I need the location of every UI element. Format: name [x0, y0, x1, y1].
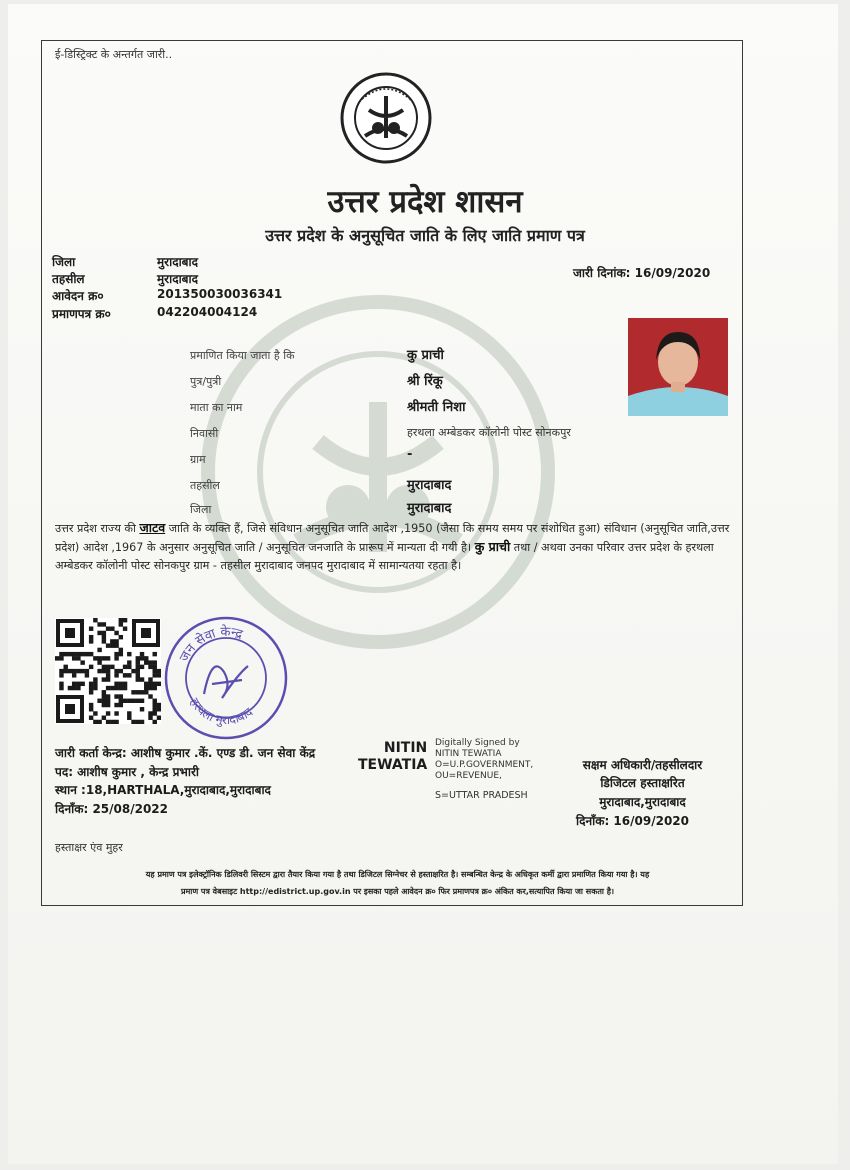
sign-line-1: Digitally Signed by: [435, 738, 520, 748]
field-value-tehsil: मुरादाबाद: [407, 478, 452, 493]
signer-last-name: TEWATIA: [358, 757, 428, 773]
up-government-emblem-icon: [337, 72, 435, 164]
caste-name: जाटव: [139, 520, 166, 535]
sign-line-3: O=U.P.GOVERNMENT,: [435, 760, 534, 770]
field-value-name: कु प्राची: [407, 348, 444, 363]
meta-value-district: मुरादाबाद: [157, 255, 199, 269]
page-title: उत्तर प्रदेश शासन: [327, 184, 523, 220]
meta-value-tehsil: मुरादाबाद: [157, 272, 199, 286]
jan-seva-kendra-seal-icon: [162, 614, 290, 742]
field-label-district: जिला: [190, 503, 212, 516]
seal-top-text: जन सेवा केन्द्र: [176, 624, 245, 665]
body-text-1: उत्तर प्रदेश राज्य की: [55, 522, 136, 535]
body-text-2: जाति के व्यक्ति हैं, जिसे संविधान अनुसूचित जाति आदेश ,1950 (जैसा कि समय समय पर संशोधित हुआ) संविधान (अनुसूचित जाति,उत्तर प्रदेश) आदेश ,1967 के अनुसार अनुसूचित जाति / अनुसूचित जनजाति के प्रारूप में मान्यता दी गयी है।: [55, 522, 730, 554]
field-label-village: ग्राम: [190, 453, 206, 466]
body-applicant-name: कु प्राची: [474, 539, 511, 554]
issued-under-note: ई-डिस्ट्रिक्ट के अन्तर्गत जारी..: [55, 48, 173, 61]
issuer-designation: पद: आशीष कुमार , केन्द्र प्रभारी: [55, 765, 199, 779]
issuer-date: दिनाँक: 25/08/2022: [55, 802, 169, 816]
watermark-emblem-icon: [198, 292, 558, 652]
field-value-father: श्री रिंकू: [407, 374, 443, 389]
field-label-certified: प्रमाणित किया जाता है कि: [190, 349, 295, 362]
signer-first-name: NITIN: [383, 740, 428, 756]
certificate-subtitle: उत्तर प्रदेश के अनुसूचित जाति के लिए जाति प्रमाण पत्र: [265, 226, 585, 245]
svg-text:जन सेवा केन्द्र: [177, 624, 245, 664]
seal-bottom-text: हरथला मुरादाबाद: [187, 695, 256, 728]
field-value-mother: श्रीमती निशा: [407, 400, 466, 415]
footer-line-1: यह प्रमाण पत्र इलेक्ट्रॉनिक डिलिवरी सिस्टम द्वारा तैयार किया गया है तथा डिजिटल सिग्नेचर से हस्ताक्षरित है। सम्बन्धित केन्द्र के अधिकृत कर्मी द्वारा प्रमाणित किया गया है। यह: [145, 870, 650, 879]
authority-digital: डिजिटल हस्ताक्षरित: [600, 776, 685, 790]
sign-line-4: OU=REVENUE,: [435, 771, 502, 781]
meta-label-application-no: आवेदन क्र०: [52, 289, 104, 303]
field-label-resident: निवासी: [190, 427, 219, 440]
issuer-kendra: जारी कर्ता केन्द्र: आशीष कुमार .कें. एण्ड डी. जन सेवा केंद्र: [55, 746, 316, 760]
issuer-location: स्थान :18,HARTHALA,मुरादाबाद,मुरादाबाद: [55, 783, 271, 797]
field-value-district: मुरादाबाद: [407, 501, 452, 516]
applicant-photo: [628, 318, 728, 416]
footer-note: [55, 866, 740, 900]
field-label-child-of: पुत्र/पुत्री: [190, 375, 222, 388]
footer-line-2: प्रमाण पत्र वेबसाइट http://edistrict.up.gov.in पर इसका पहले आवेदन क्र० फिर प्रमाणपत्र क्र० अंकित कर,सत्यापित किया जा सकता है।: [180, 887, 615, 896]
svg-text:हरथला मुरादाबाद: [187, 696, 256, 728]
person-photo-icon: [628, 318, 728, 416]
digital-signature-details: [435, 738, 533, 782]
meta-value-certificate-no: 042204004124: [157, 305, 258, 319]
certificate-body: [55, 519, 740, 575]
authority-date: दिनाँक: 16/09/2020: [575, 814, 689, 828]
sign-state: S=UTTAR PRADESH: [435, 790, 528, 801]
body-text-3: तथा / अथवा उनका परिवार उत्तर प्रदेश के हरथला अम्बेडकर कॉलोनी पोस्ट सोनकपुर ग्राम - तहसील मुरादाबाद जनपद मुरादाबाद में सामान्यतया रहता है।: [55, 541, 714, 572]
meta-label-certificate-no: प्रमाणपत्र क्र०: [52, 307, 111, 321]
field-label-tehsil: तहसील: [190, 479, 220, 492]
issue-date: जारी दिनांक: 16/09/2020: [573, 266, 711, 280]
sign-line-2: NITIN TEWATIA: [435, 749, 502, 759]
field-value-village: -: [407, 447, 413, 462]
qr-code-icon: [55, 618, 161, 724]
meta-label-tehsil: तहसील: [52, 272, 85, 286]
authority-location: मुरादाबाद,मुरादाबाद: [599, 795, 686, 809]
meta-value-application-no: 201350030036341: [157, 287, 283, 301]
authority-designation: सक्षम अधिकारी/तहसीलदार: [582, 758, 703, 772]
field-value-resident: हरथला अम्बेडकर कॉलोनी पोस्ट सोनकपुर: [407, 426, 571, 439]
field-label-mother: माता का नाम: [190, 401, 243, 414]
meta-label-district: जिला: [52, 255, 76, 269]
signature-and-seal-label: हस्ताक्षर एंव मुहर: [55, 841, 123, 854]
digital-signer-name: [358, 740, 427, 774]
